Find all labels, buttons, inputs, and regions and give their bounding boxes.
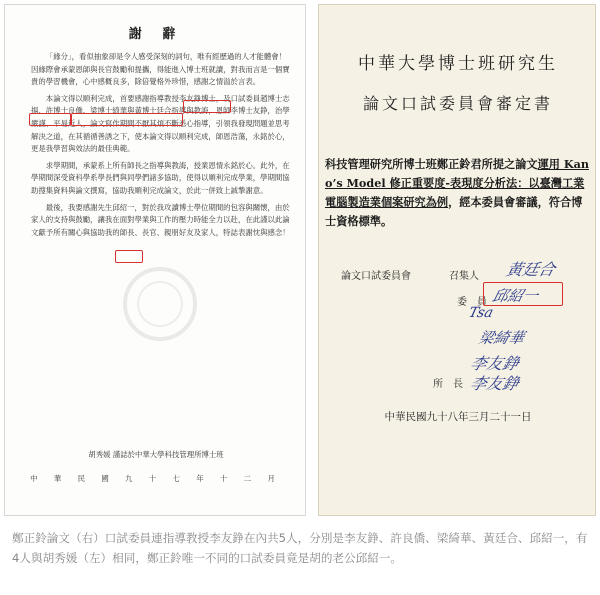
signature-member: 邱紹一 xyxy=(490,287,541,305)
image-caption: 鄭正鈴論文（右）口試委員連指導教授李友錚在內共5人，分別是李友錚、許良僑、梁綺華、黃廷合、邱紹一，有4人與胡秀媛（左）相同，鄭正鈴唯一不同的口試委員竟是胡的老公邱紹一。 xyxy=(12,531,588,565)
approval-statement xyxy=(325,155,593,231)
thesis-title: 運用 Kano’s Model 修正重要度-表現度分析法：以臺灣工業電腦製造業個案研究為例 xyxy=(325,157,589,209)
university-seal-watermark xyxy=(123,267,197,341)
acknowledgement-paragraph: 「緣分」，看似抽象卻是令人感受深刻的詞句，唯有經歷過的人才能體會！因緣際會承蒙恩師與長官鼓勵和提攜，得能進入博士班就讀，對我而言是一個寶貴的學習機會，心中感概良多，除倍覺格外珍惜，感謝之情溢於言表。 xyxy=(31,52,290,87)
highlight-box-signature xyxy=(483,282,563,306)
signature-member: 梁綺華 xyxy=(476,329,527,347)
approval-statement-prefix: 科技管理研究所博士班鄭正鈴君所提之論文 xyxy=(325,157,538,171)
approval-title-line1: 中華大學博士班研究生 xyxy=(358,54,558,74)
acknowledgement-title: 謝 辭 xyxy=(128,27,184,42)
acknowledgement-paragraph: 最後，我要感謝先生邱紹一，對於我攻讀博士學位期間的包容與關懷，由於家人的支持與鼓勵，讓我在面對學業與工作的壓力時能全力以赴，在此謹以此論文獻予所有關心與協助我的師長、長官、親朋好友及家人，特誌表謝忱與感念！ xyxy=(31,202,290,237)
acknowledgement-paragraph: 本論文得以順利完成，首要感謝指導教授李友錚博士，及口試委員趙博士志揚、許博士良僑、梁博士綺華與黃博士廷合指導與教誨，恩師李博士友錚，治學嚴謹、平易近人，論文寫作期間不厭其煩不斷悉心指導，引領我發現問題並思考解決之道，在其循循善誘之下，使本論文得以順利完成，師恩浩蕩，永銘於心，更是我學習與效法的最佳典範。 xyxy=(31,93,290,154)
highlight-box-members xyxy=(71,113,183,126)
approval-page xyxy=(318,4,596,516)
approval-statement-suffix: ，經本委員會審議，符合博士資格標準。 xyxy=(325,195,583,228)
highlight-box-members xyxy=(29,113,71,126)
acknowledgement-signature: 胡秀媛 謹誌於中華大學科技管理所博士班 xyxy=(88,450,224,459)
acknowledgement-page xyxy=(4,4,306,516)
signature-convener: 黃廷合 xyxy=(504,260,558,279)
signature-member: 李友錚 xyxy=(468,354,522,373)
approval-date: 中華民國九十八年三月二十一日 xyxy=(384,411,532,423)
approval-title-line2: 論文口試委員會審定書 xyxy=(362,94,553,113)
member-label: 委 員 xyxy=(457,297,487,308)
acknowledgement-paragraph: 求學期間，承蒙系上所有師長之指導與教誨，授業恩情永銘於心。此外，在學期間深受資科學系學長們與同學們諸多協助，使得以順利完成學業，學期間協助搜集資料與論文撰寫，協助我順利完成論文，於此一併致上誠摯謝意。 xyxy=(31,160,290,195)
acknowledgement-text xyxy=(31,51,293,243)
signature-member: Tsa xyxy=(467,305,495,321)
director-label: 所 長 xyxy=(433,379,463,390)
acknowledgement-date: 中 華 民 國 九 十 七 年 十 二 月 xyxy=(30,474,282,483)
highlight-box-advisor xyxy=(183,100,231,113)
signature-director: 李友錚 xyxy=(468,374,522,393)
committee-label: 論文口試委員會 xyxy=(341,271,411,282)
convener-label: 召集人 xyxy=(449,271,479,282)
highlight-box-husband xyxy=(115,250,143,263)
